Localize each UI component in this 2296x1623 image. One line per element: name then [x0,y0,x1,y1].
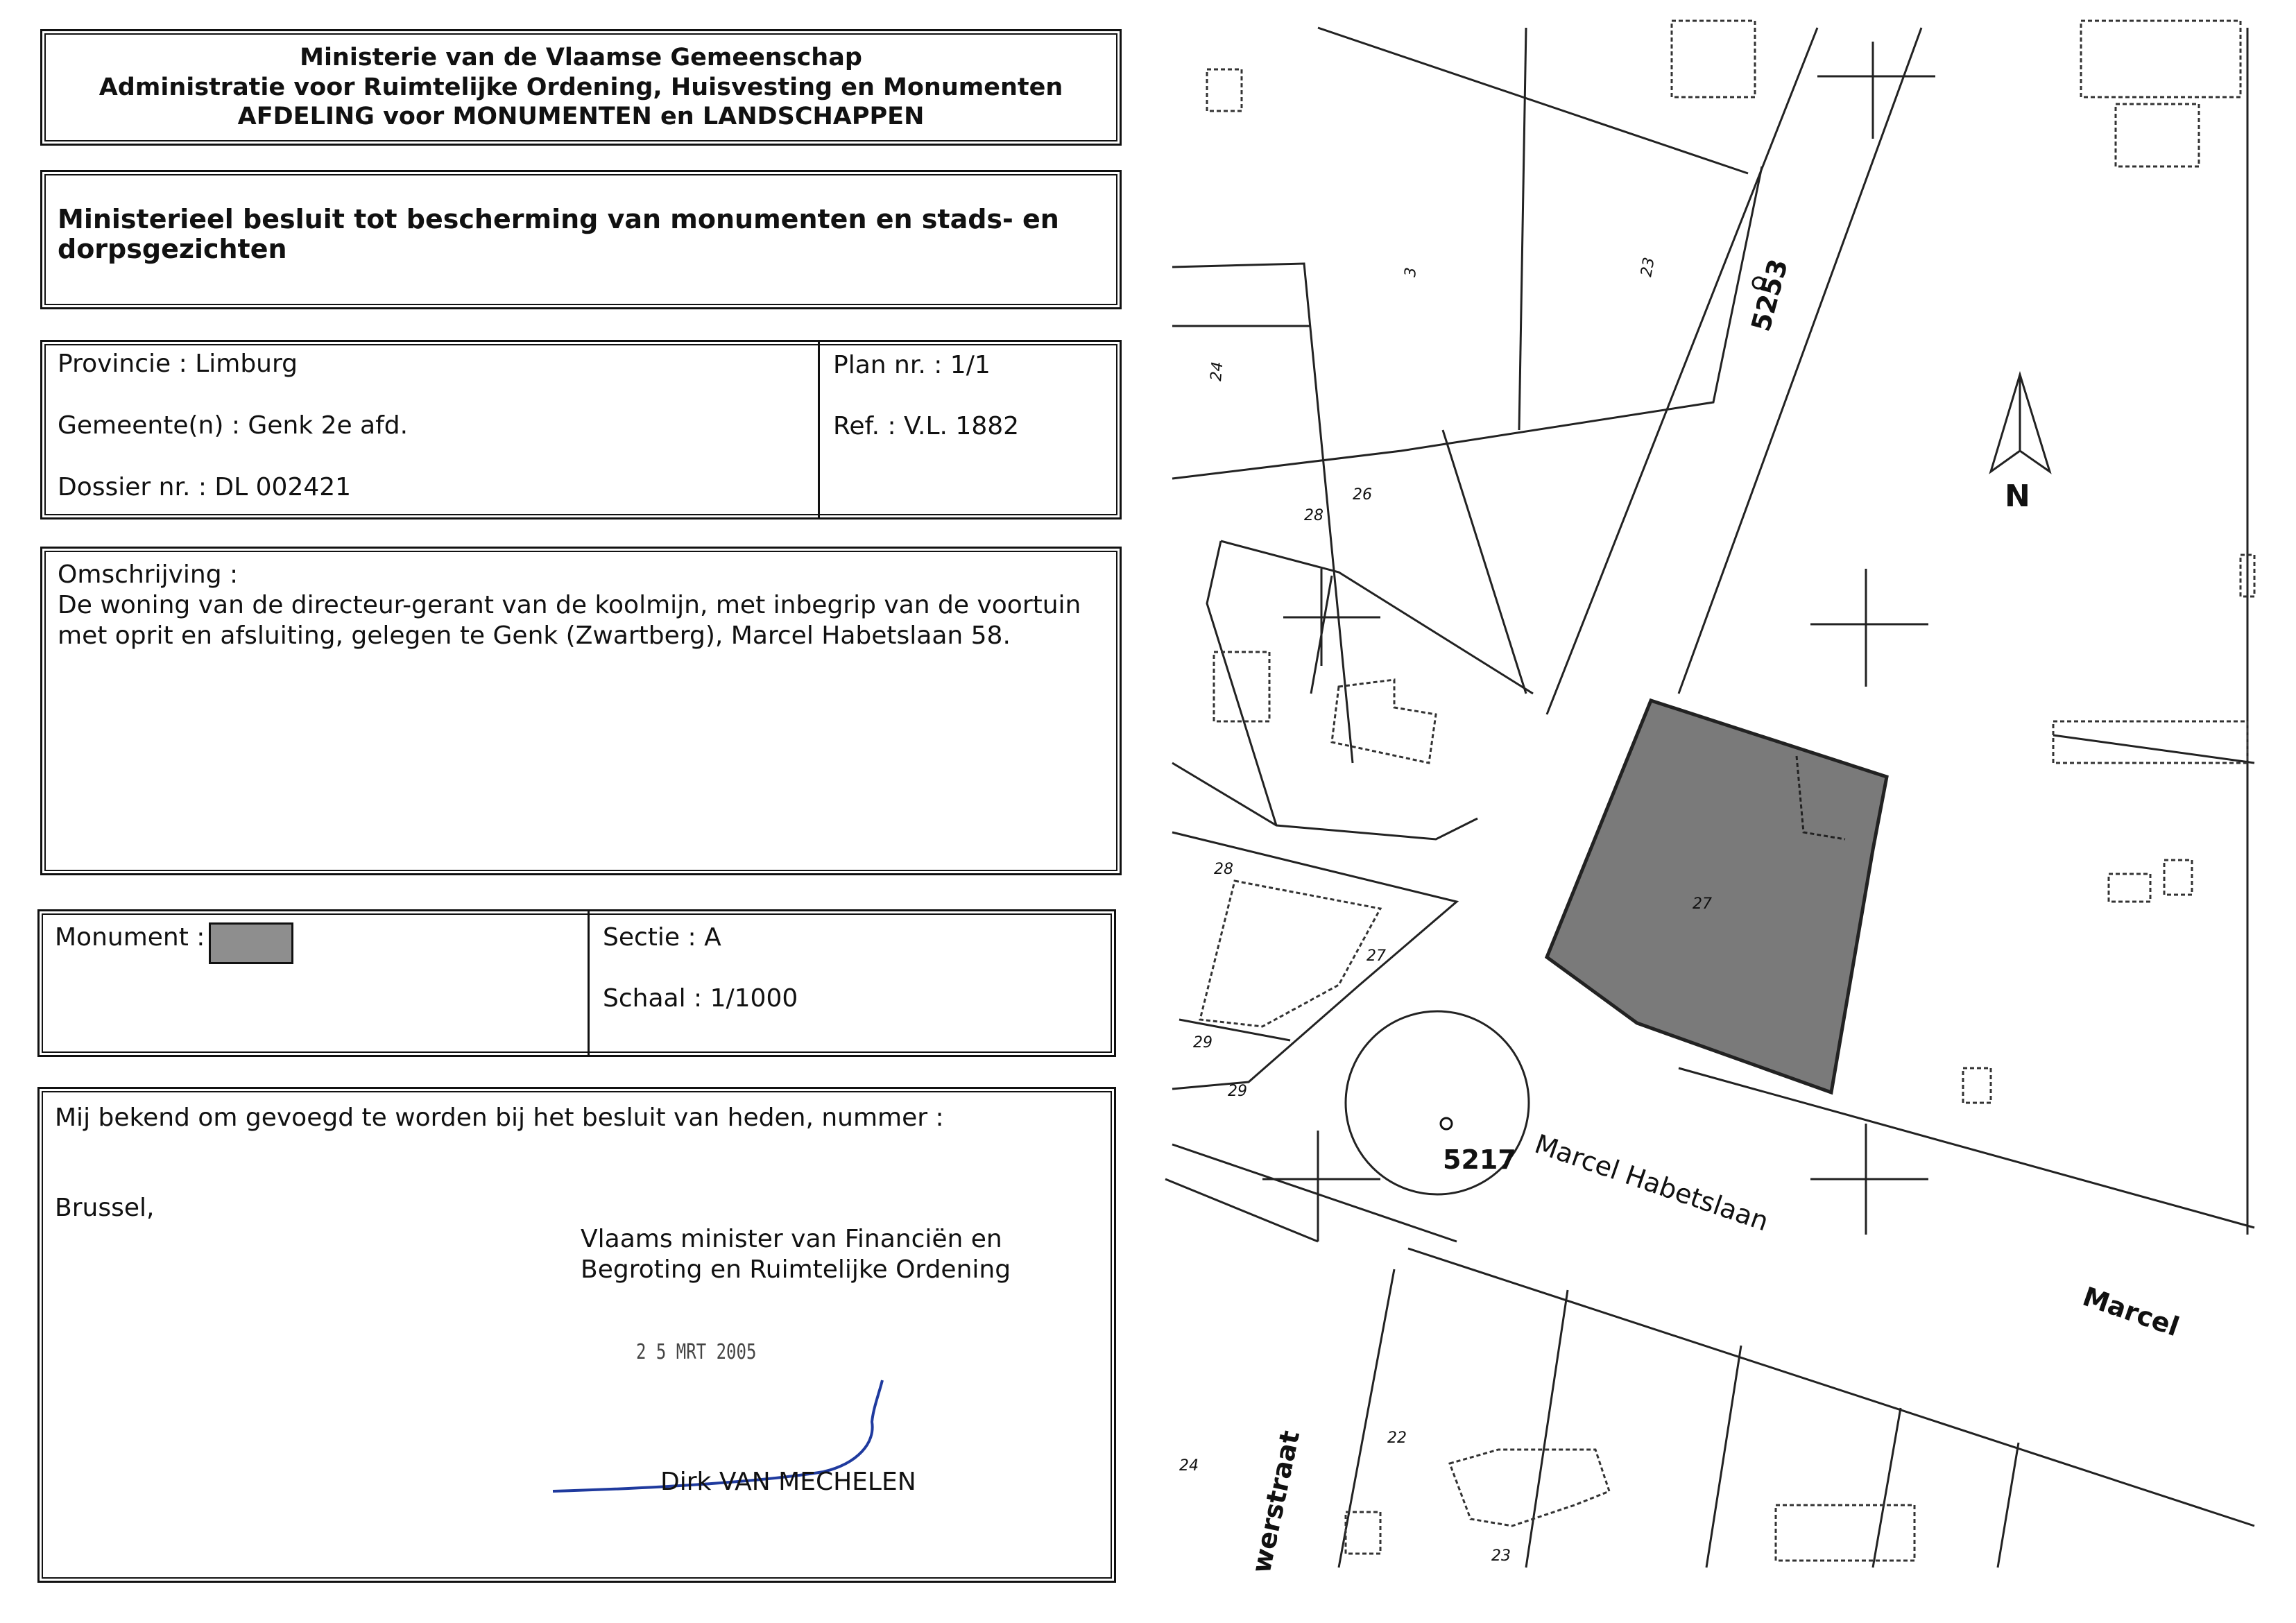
section-field: Sectie : A [603,923,721,952]
signature-city: Brussel, [55,1194,155,1222]
minister-name: Dirk VAN MECHELEN [660,1468,916,1496]
street-label-main: Marcel Habetslaan [1531,1128,1773,1237]
dossier-field: Dossier nr. : DL 002421 [58,473,352,501]
reference-field: Ref. : V.L. 1882 [833,412,1020,440]
department-name: AFDELING voor MONUMENTEN en LANDSCHAPPEN [237,103,925,130]
legend-box [37,909,1116,1057]
monument-swatch [209,922,293,964]
scale-field: Schaal : 1/1000 [603,984,798,1013]
decree-title-box [40,170,1122,309]
parcel-label: 3 [1402,266,1421,278]
signature-box [37,1087,1116,1583]
monument-label: Monument : [55,923,205,952]
decree-title-cont: dorpsgezichten [58,234,287,264]
survey-point-5217: 5217 [1443,1144,1516,1175]
ministry-header [40,29,1122,146]
street-label-side: werstraat [1245,1427,1306,1576]
case-info-box [40,340,1122,519]
minister-role-cont: Begroting en Ruimtelijke Ordening [581,1255,1011,1284]
decree-title: Ministerieel besluit tot bescherming van monumenten en stads- en [58,204,1059,234]
monument-parcel [1547,701,1887,1092]
minister-role: Vlaams minister van Financiën en [581,1225,1002,1253]
administration-name: Administratie voor Ruimtelijke Ordening, Huisvesting en Monumenten [98,74,1063,101]
survey-point-5253: 5253 [1745,255,1794,335]
parcel-label: 28 [1214,861,1233,878]
parcel-label: 28 [1304,507,1323,524]
street-label-lower: Marcel [2079,1280,2184,1343]
parcel-label: 29 [1193,1034,1213,1051]
parcel-label: 24 [1208,361,1227,382]
parcel-label: 24 [1179,1457,1199,1475]
handwritten-signature [497,1352,914,1533]
signature-intro: Mij bekend om gevoegd te worden bij het besluit van heden, nummer : [55,1104,944,1132]
north-label: N [2005,479,2030,514]
province-field: Provincie : Limburg [58,350,298,378]
parcel-label: 27 [1693,895,1712,913]
ministry-name: Ministerie van de Vlaamse Gemeenschap [300,44,862,71]
legend-divider [588,911,590,1055]
info-divider [818,342,820,517]
description-text-cont: met oprit en afsluiting, gelegen te Genk (Zwartberg), Marcel Habetslaan 58. [58,621,1011,650]
parcel-label: 26 [1353,486,1372,504]
parcel-label: 29 [1228,1083,1247,1100]
parcel-label: 23 [1638,256,1659,279]
date-stamp: 2 5 MRT 2005 [636,1340,757,1364]
parcel-label: 27 [1367,947,1386,965]
description-label: Omschrijving : [58,560,239,589]
description-text: De woning van de directeur-gerant van de koolmijn, met inbegrip van de voortuin [58,591,1081,619]
parcel-label: 22 [1387,1429,1407,1447]
parcel-label: 23 [1491,1547,1511,1565]
municipality-field: Gemeente(n) : Genk 2e afd. [58,411,409,440]
plan-number-field: Plan nr. : 1/1 [833,351,991,379]
description-box [40,547,1122,875]
